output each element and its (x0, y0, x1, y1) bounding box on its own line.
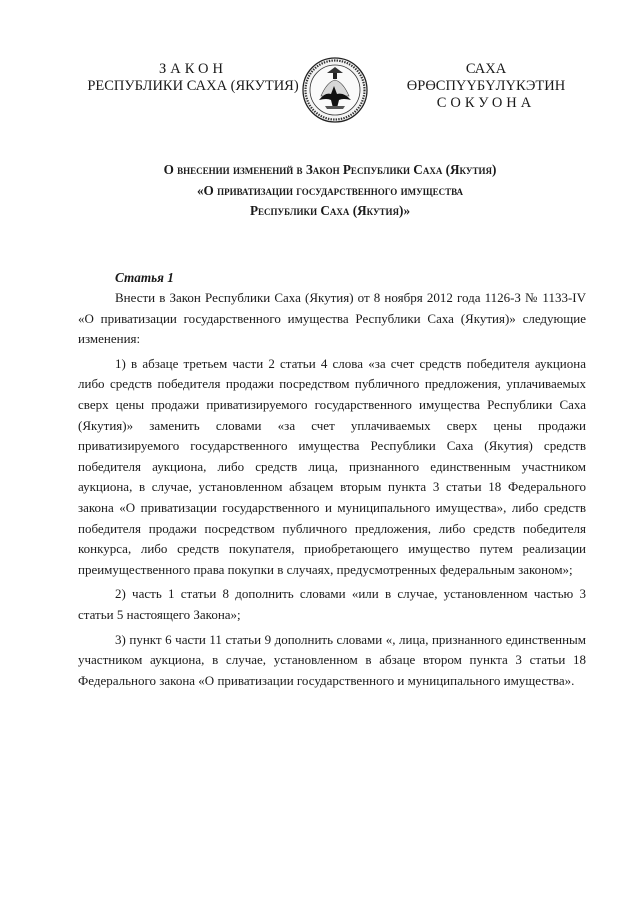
article-intro: Внести в Закон Республики Саха (Якутия) от 8 ноября 2012 года 1126-З № 1133-IV «О приватизации государственного имущества Республики Саха (Якутия)» следующие изменения: (78, 290, 586, 347)
title-line-2: «О приватизации государственного имущества (196, 182, 464, 198)
republic-name-sakha: САХА ӨРӨСПҮҮБҮЛҮКЭТИН (406, 61, 566, 94)
coat-of-arms-icon (301, 56, 369, 124)
article-item-3: 3) пункт 6 части 11 статьи 9 дополнить словами «, лица, признанного единственным участником аукциона, в случае, установленном в абзаце втором пункта 3 статьи 18 Федерального закона «О приватизации государственного и муниципального имущества». (78, 631, 586, 688)
law-label-sakha: СОКУОНА (436, 95, 536, 111)
law-label: ЗАКОН (159, 61, 227, 77)
article-body (78, 288, 586, 691)
republic-name-ru: РЕСПУБЛИКИ САХА (ЯКУТИЯ) (87, 78, 299, 94)
header-left (86, 61, 300, 95)
title-line-1: О внесении изменений в Закон Республики Саха (Якутия) (163, 162, 497, 177)
article-heading: Статья 1 (115, 270, 174, 285)
article-item-2: 2) часть 1 статьи 8 дополнить словами «или в случае, установленном частью 3 статьи 5 настоящего Закона»; (78, 586, 586, 622)
header-right (388, 61, 584, 112)
article-item-1: 1) в абзаце третьем части 2 статьи 4 слова «за счет средств победителя аукциона либо средств победителя продажи посредством публичного предложения, уплачиваемых сверх цены продажи приватизируемого государственного имущества Республики Саха (Якутия)» заменить словами «за счет уплачиваемых сверх цены продажи приватизируемого государственного имущества Республики Саха (Якутия) средств победителя аукциона, либо средств лица, признанного единственным участником аукциона, в случае, установленном абзацем вторым пункта 3 статьи 18 Федерального закона «О приватизации государственного и муниципального имущества», либо средств победителя продажи посредством публичного предложения, либо средств победителя конкурса, либо средств покупателя, приобретающего имущество путем реализации преимущественного права покупки в случаях, предусмотренных федеральным законом»; (78, 355, 586, 577)
title-line-3: Республики Саха (Якутия)» (249, 203, 411, 218)
document-title (60, 160, 600, 222)
